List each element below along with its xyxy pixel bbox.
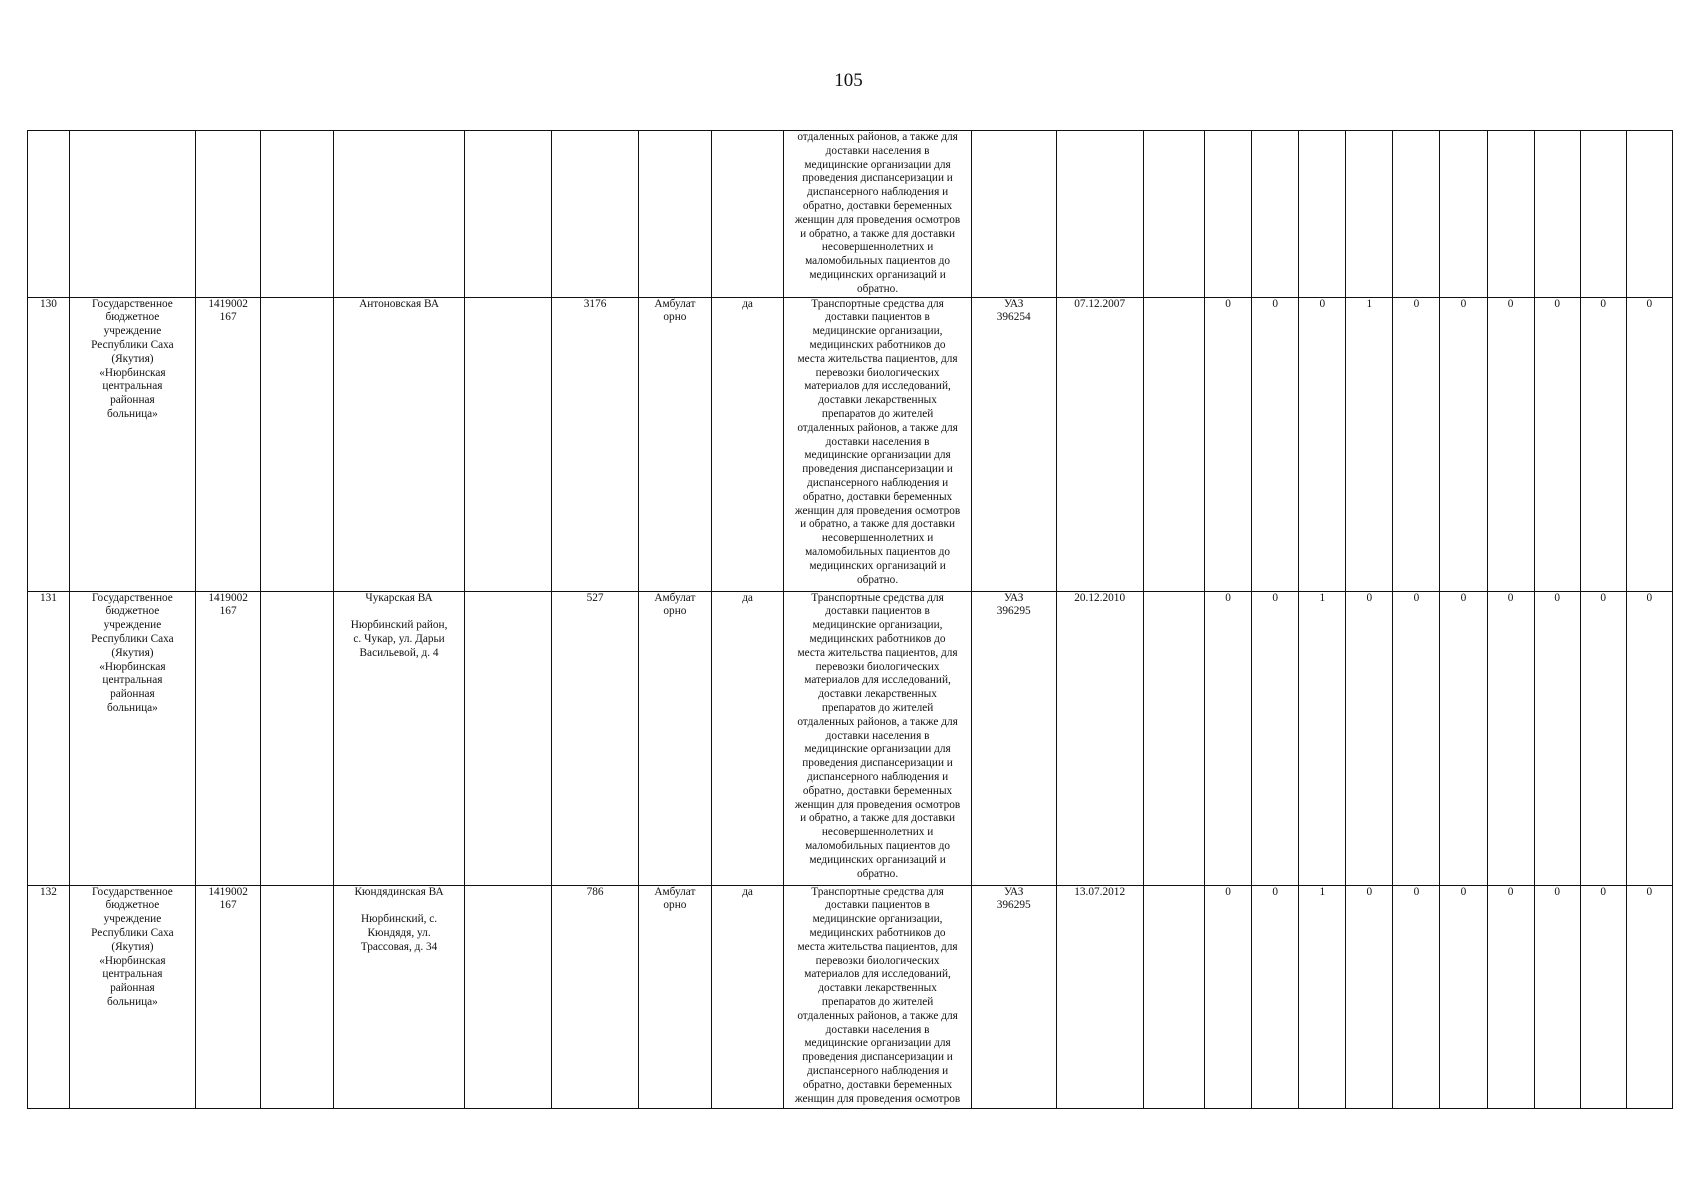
table-cell (1626, 885, 1672, 1108)
purpose-line: отдаленных районов, а также для (797, 1009, 958, 1022)
purpose-line: Транспортные средства для (811, 885, 944, 898)
care-type-line: орно (663, 899, 687, 912)
purpose-line: проведения диспансеризации и (802, 463, 953, 476)
table-cell (1487, 131, 1534, 298)
purpose-line: медицинские организации, (812, 619, 943, 632)
table-cell (69, 297, 195, 591)
table-cell (465, 131, 552, 298)
table-cell (1393, 885, 1440, 1108)
count-value: 0 (1460, 297, 1467, 310)
organization-line: Государственное (92, 297, 173, 310)
purpose-line: маломобильных пациентов до (805, 545, 951, 558)
purpose-line: диспансерного наблюдения и (806, 1064, 949, 1077)
purpose-line: доставки пациентов в (825, 899, 930, 912)
org-code-line: 167 (219, 605, 237, 618)
table-cell (784, 591, 971, 885)
org-code-line: 1419002 (208, 591, 248, 604)
purpose-line: обратно. (856, 282, 899, 295)
table-cell (1626, 591, 1672, 885)
count-value: 0 (1646, 885, 1653, 898)
count-value: 0 (1272, 591, 1279, 604)
count-value: 0 (1600, 297, 1607, 310)
table-cell (639, 131, 712, 298)
table-cell (1205, 885, 1252, 1108)
table-cell (1393, 297, 1440, 591)
table-cell (261, 131, 334, 298)
address-line: Нюрбинский район, (350, 619, 448, 632)
population-count: 3176 (583, 297, 607, 310)
purpose-line: медицинских организаций и (809, 559, 946, 572)
organization-line: Республики Саха (91, 926, 174, 939)
purpose-line: отдаленных районов, а также для (797, 131, 958, 143)
table-cell (1143, 885, 1204, 1108)
table-cell (195, 297, 261, 591)
vehicle-line: 396295 (996, 605, 1031, 618)
table-cell (1143, 131, 1204, 298)
count-value: 0 (1225, 885, 1231, 898)
flag-value: да (742, 591, 753, 604)
purpose-line: проведения диспансеризации и (802, 172, 953, 185)
purpose-line: отдаленных районов, а также для (797, 715, 958, 728)
count-value: 0 (1507, 885, 1514, 898)
organization-line: учреждение (103, 325, 162, 338)
table-cell (1299, 131, 1346, 298)
organization-line: бюджетное (105, 899, 160, 912)
table-cell (1299, 297, 1346, 591)
purpose-line: материалов для исследований, (804, 380, 951, 393)
table-cell (1056, 591, 1143, 885)
organization-line: районная (110, 394, 155, 407)
table-cell (1252, 591, 1299, 885)
table-cell (784, 885, 971, 1108)
purpose-line: обратно, доставки беременных (802, 490, 953, 503)
purpose-line: и обратно, а также для доставки (800, 518, 955, 531)
row-number: 132 (40, 885, 57, 898)
org-code-line: 1419002 (208, 297, 248, 310)
address-line: Трассовая, д. 34 (360, 940, 438, 953)
count-value: 0 (1460, 591, 1467, 604)
purpose-line: и обратно, а также для доставки (800, 227, 955, 240)
table-cell (1487, 297, 1534, 591)
count-value: 0 (1507, 297, 1514, 310)
care-type-line: Амбулат (654, 885, 696, 898)
organization-line: центральная (102, 968, 163, 981)
registration-date: 20.12.2010 (1074, 591, 1126, 604)
purpose-line: диспансерного наблюдения и (806, 186, 949, 199)
table-cell (465, 885, 552, 1108)
organization-line: районная (110, 982, 155, 995)
purpose-line: доставки лекарственных (818, 982, 937, 995)
purpose-line: медицинские организации, (812, 913, 943, 926)
purpose-line: медицинские организации, (812, 325, 943, 338)
count-value: 0 (1554, 885, 1560, 898)
purpose-line: медицинские организации для (804, 743, 951, 756)
table-cell (711, 131, 784, 298)
unit-name: Кюндядинская ВА (354, 885, 444, 898)
vehicle-line: 396254 (996, 311, 1031, 324)
count-value: 1 (1366, 297, 1373, 310)
count-value: 1 (1319, 885, 1326, 898)
address-line: Кюндядя, ул. (367, 926, 431, 939)
purpose-line: места жительства пациентов, для (797, 646, 958, 659)
spacer (337, 899, 461, 913)
table-cell (711, 297, 784, 591)
table-cell (1299, 885, 1346, 1108)
purpose-line: обратно, доставки беременных (802, 1078, 953, 1091)
count-value: 0 (1225, 297, 1231, 310)
table-cell (1487, 591, 1534, 885)
count-value: 0 (1600, 591, 1607, 604)
vehicle-line: УАЗ (1004, 591, 1024, 604)
organization-line: (Якутия) (111, 646, 154, 659)
table-body (28, 131, 1673, 1109)
count-value: 0 (1225, 591, 1231, 604)
spacer (337, 605, 461, 619)
table-cell (28, 885, 70, 1108)
organization-line: Республики Саха (91, 338, 174, 351)
table-cell (639, 591, 712, 885)
table-cell (1534, 297, 1580, 591)
flag-value: да (742, 297, 753, 310)
table-cell (1205, 131, 1252, 298)
table-row (28, 297, 1673, 591)
count-value: 0 (1554, 297, 1560, 310)
org-code-line: 167 (219, 899, 237, 912)
table-cell (1440, 131, 1487, 298)
purpose-line: проведения диспансеризации и (802, 1051, 953, 1064)
purpose-line: медицинские организации для (804, 449, 951, 462)
purpose-line: проведения диспансеризации и (802, 757, 953, 770)
organization-line: «Нюрбинская (99, 366, 166, 379)
table-cell (69, 885, 195, 1108)
purpose-line: перевозки биологических (815, 954, 940, 967)
purpose-line: доставки лекарственных (818, 394, 937, 407)
table-cell (1580, 297, 1626, 591)
table-cell (334, 297, 465, 591)
organization-line: Государственное (92, 885, 173, 898)
purpose-line: женщин для проведения осмотров (794, 1092, 961, 1105)
address-line: Нюрбинский, с. (360, 913, 438, 926)
purpose-line: доставки лекарственных (818, 688, 937, 701)
count-value: 0 (1554, 591, 1560, 604)
table-cell (639, 297, 712, 591)
count-value: 1 (1319, 591, 1326, 604)
table-cell (639, 885, 712, 1108)
table-cell (1580, 885, 1626, 1108)
table-row (28, 885, 1673, 1108)
table-cell (711, 591, 784, 885)
purpose-line: доставки пациентов в (825, 605, 930, 618)
org-code-line: 1419002 (208, 885, 248, 898)
purpose-line: Транспортные средства для (811, 297, 944, 310)
purpose-line: препаратов до жителей (821, 995, 934, 1008)
table-cell (711, 885, 784, 1108)
table-cell (1252, 131, 1299, 298)
table-cell (69, 591, 195, 885)
table-cell (1534, 131, 1580, 298)
count-value: 0 (1460, 885, 1467, 898)
table-cell (195, 885, 261, 1108)
purpose-line: доставки населения в (825, 729, 930, 742)
table-cell (1056, 885, 1143, 1108)
purpose-line: отдаленных районов, а также для (797, 421, 958, 434)
organization-line: бюджетное (105, 605, 160, 618)
table-row (28, 591, 1673, 885)
registration-date: 13.07.2012 (1074, 885, 1126, 898)
table-cell (784, 131, 971, 298)
row-number: 131 (40, 591, 57, 604)
organization-line: (Якутия) (111, 940, 154, 953)
table-cell (69, 131, 195, 298)
table-cell (334, 131, 465, 298)
address-line: с. Чукар, ул. Дарьи (353, 632, 445, 645)
organization-line: центральная (102, 674, 163, 687)
table-cell (1580, 131, 1626, 298)
table-row-continuation (28, 131, 1673, 298)
table-cell (1056, 131, 1143, 298)
count-value: 0 (1646, 591, 1653, 604)
registration-date: 07.12.2007 (1074, 297, 1126, 310)
care-type-line: Амбулат (654, 297, 696, 310)
table-cell (1626, 131, 1672, 298)
purpose-line: препаратов до жителей (821, 407, 934, 420)
table-cell (1346, 591, 1393, 885)
table-cell (28, 297, 70, 591)
purpose-line: обратно, доставки беременных (802, 784, 953, 797)
table-cell (1534, 885, 1580, 1108)
purpose-line: женщин для проведения осмотров (794, 798, 961, 811)
organization-line: бюджетное (105, 311, 160, 324)
table-cell (1580, 591, 1626, 885)
table-cell (465, 591, 552, 885)
organization-line: центральная (102, 380, 163, 393)
table-cell (1346, 297, 1393, 591)
purpose-line: диспансерного наблюдения и (806, 476, 949, 489)
count-value: 0 (1413, 297, 1420, 310)
table-cell (465, 297, 552, 591)
purpose-line: женщин для проведения осмотров (794, 504, 961, 517)
count-value: 0 (1272, 297, 1279, 310)
purpose-line: несовершеннолетних и (821, 826, 934, 839)
table-cell (1393, 591, 1440, 885)
table-cell (28, 131, 70, 298)
table-cell (1440, 885, 1487, 1108)
organization-line: районная (110, 688, 155, 701)
row-number: 130 (40, 297, 57, 310)
organization-line: (Якутия) (111, 352, 154, 365)
purpose-line: медицинских организаций и (809, 853, 946, 866)
purpose-line: доставки населения в (825, 435, 930, 448)
purpose-line: маломобильных пациентов до (805, 255, 951, 268)
table-cell (1252, 297, 1299, 591)
table-cell (195, 591, 261, 885)
table-cell (971, 591, 1056, 885)
table-cell (28, 591, 70, 885)
purpose-line: перевозки биологических (815, 366, 940, 379)
address-line: Васильевой, д. 4 (359, 646, 439, 659)
table-cell (1393, 131, 1440, 298)
organization-line: больница» (107, 995, 158, 1008)
purpose-line: материалов для исследований, (804, 674, 951, 687)
purpose-line: и обратно, а также для доставки (800, 812, 955, 825)
table-cell (784, 297, 971, 591)
table-cell (195, 131, 261, 298)
purpose-line: доставки пациентов в (825, 311, 930, 324)
table-cell (1346, 131, 1393, 298)
table-cell (334, 591, 465, 885)
count-value: 0 (1272, 885, 1279, 898)
purpose-line: доставки населения в (825, 144, 930, 157)
count-value: 0 (1507, 591, 1514, 604)
count-value: 0 (1413, 885, 1420, 898)
unit-name: Антоновская ВА (359, 297, 440, 310)
table-cell (1626, 297, 1672, 591)
table-cell (261, 591, 334, 885)
flag-value: да (742, 885, 753, 898)
organization-line: Государственное (92, 591, 173, 604)
table-cell (552, 885, 639, 1108)
table-cell (1346, 885, 1393, 1108)
purpose-line: медицинских работников до (809, 632, 946, 645)
table-cell (1056, 297, 1143, 591)
purpose-line: медицинские организации для (804, 158, 951, 171)
table-cell (1440, 591, 1487, 885)
purpose-line: несовершеннолетних и (821, 241, 934, 254)
purpose-line: диспансерного наблюдения и (806, 770, 949, 783)
table-cell (1299, 591, 1346, 885)
purpose-line: обратно. (856, 867, 899, 880)
purpose-line: материалов для исследований, (804, 968, 951, 981)
table-cell (971, 297, 1056, 591)
purpose-line: маломобильных пациентов до (805, 839, 951, 852)
count-value: 0 (1366, 885, 1373, 898)
table-cell (971, 885, 1056, 1108)
purpose-line: перевозки биологических (815, 660, 940, 673)
organization-line: учреждение (103, 619, 162, 632)
count-value: 0 (1646, 297, 1653, 310)
organization-line: больница» (107, 407, 158, 420)
table-cell (261, 885, 334, 1108)
purpose-line: медицинские организации для (804, 1037, 951, 1050)
unit-name: Чукарская ВА (365, 591, 433, 604)
purpose-line: женщин для проведения осмотров (794, 213, 961, 226)
count-value: 0 (1366, 591, 1373, 604)
table-cell (552, 591, 639, 885)
table-cell (552, 297, 639, 591)
purpose-line: обратно, доставки беременных (802, 199, 953, 212)
population-count: 527 (586, 591, 604, 604)
organization-line: Республики Саха (91, 632, 174, 645)
purpose-line: Транспортные средства для (811, 591, 944, 604)
vehicle-line: УАЗ (1004, 297, 1024, 310)
table-cell (261, 297, 334, 591)
org-code-line: 167 (219, 311, 237, 324)
table-cell (1487, 885, 1534, 1108)
table-cell (971, 131, 1056, 298)
population-count: 786 (586, 885, 604, 898)
purpose-line: медицинских работников до (809, 926, 946, 939)
organization-line: больница» (107, 701, 158, 714)
care-type-line: Амбулат (654, 591, 696, 604)
table-cell (1205, 591, 1252, 885)
vehicle-line: УАЗ (1004, 885, 1024, 898)
care-type-line: орно (663, 605, 687, 618)
organization-line: «Нюрбинская (99, 660, 166, 673)
count-value: 0 (1413, 591, 1420, 604)
vehicle-registry-table (27, 130, 1673, 1109)
table-cell (1534, 591, 1580, 885)
table-cell (1143, 297, 1204, 591)
organization-line: учреждение (103, 913, 162, 926)
purpose-line: медицинских работников до (809, 338, 946, 351)
purpose-line: медицинских организаций и (809, 268, 946, 281)
organization-line: «Нюрбинская (99, 954, 166, 967)
purpose-line: обратно. (856, 573, 899, 586)
table-cell (1440, 297, 1487, 591)
page-number: 105 (834, 70, 863, 91)
vehicle-line: 396295 (996, 899, 1031, 912)
table-cell (334, 885, 465, 1108)
table-cell (552, 131, 639, 298)
table-cell (1252, 885, 1299, 1108)
count-value: 0 (1319, 297, 1326, 310)
purpose-line: препаратов до жителей (821, 701, 934, 714)
count-value: 0 (1600, 885, 1607, 898)
care-type-line: орно (663, 311, 687, 324)
purpose-line: места жительства пациентов, для (797, 352, 958, 365)
table-cell (1205, 297, 1252, 591)
purpose-line: несовершеннолетних и (821, 532, 934, 545)
purpose-line: доставки населения в (825, 1023, 930, 1036)
table-cell (1143, 591, 1204, 885)
purpose-line: места жительства пациентов, для (797, 940, 958, 953)
